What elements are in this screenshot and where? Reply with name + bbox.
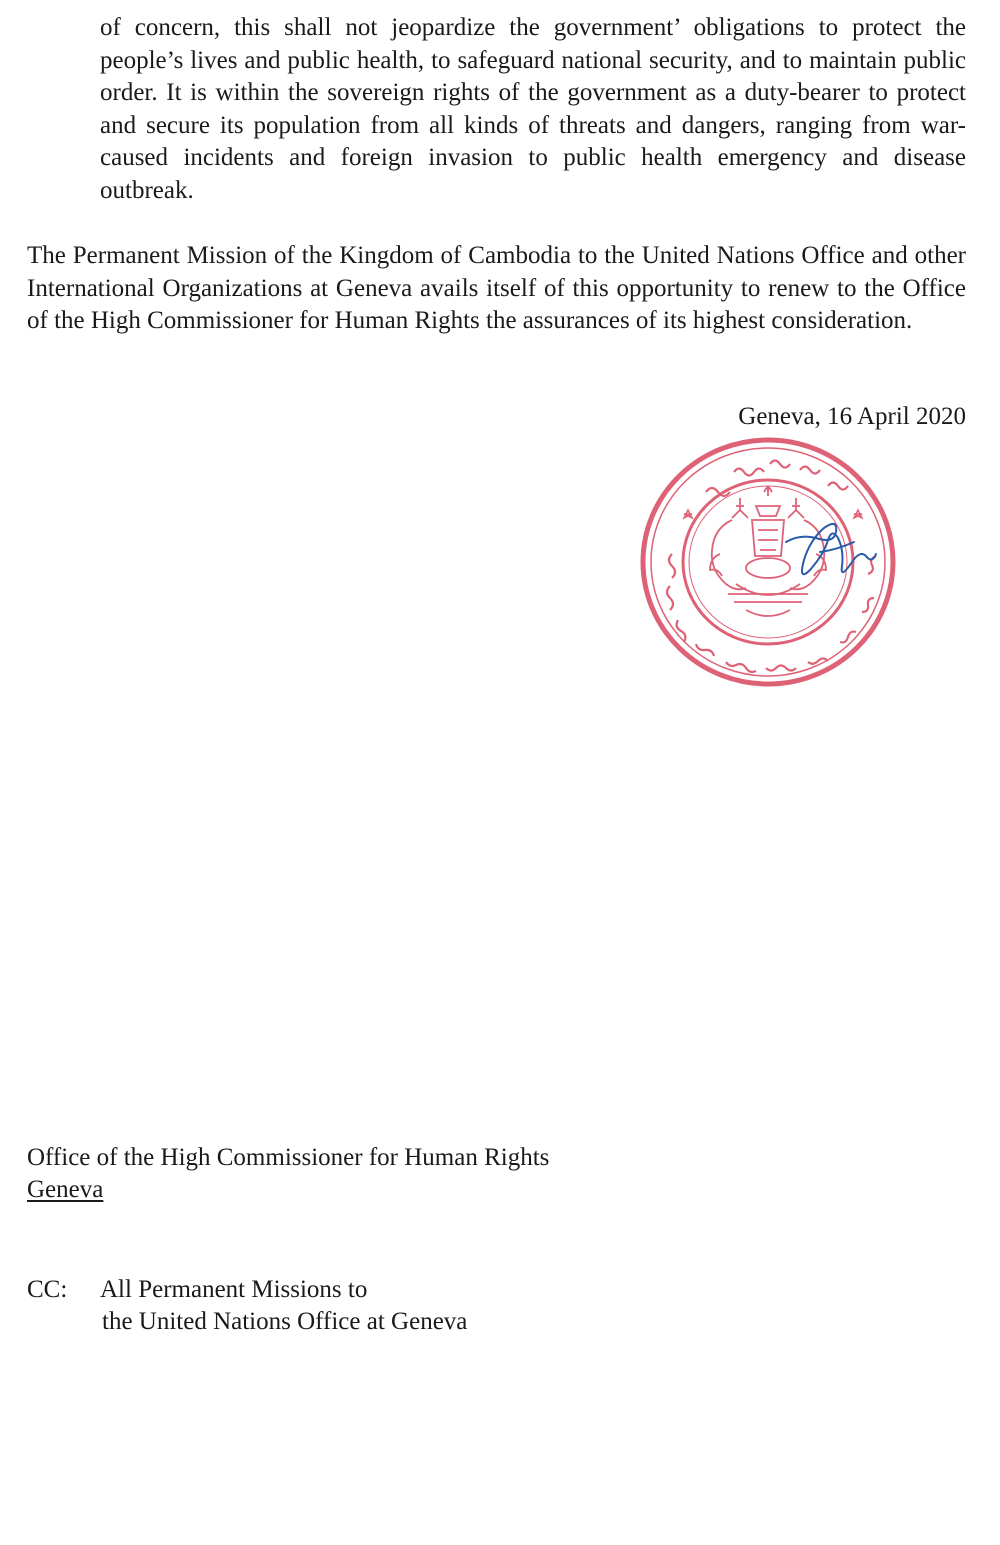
recipient-block bbox=[27, 1142, 549, 1206]
recipient-city: Geneva bbox=[27, 1176, 104, 1203]
official-seal bbox=[636, 434, 906, 689]
body-paragraph-continuation: of concern, this shall not jeopardize the government’ obligations to protect the people’s lives and public health, to safeguard national security, and to maintain public order. It is within the sovereign rights of the government as a duty-bearer to protect and secure its population from all kinds of threats and dangers, ranging from war-caused incidents and foreign invasion to public health emergency and disease outbreak. bbox=[100, 14, 966, 204]
cc-block bbox=[27, 1274, 467, 1338]
cc-line-2: the United Nations Office at Geneva bbox=[102, 1308, 468, 1335]
recipient-office: Office of the High Commissioner for Human Rights bbox=[27, 1144, 550, 1171]
date-line: Geneva, 16 April 2020 bbox=[738, 403, 966, 430]
cc-line-1: All Permanent Missions to bbox=[100, 1276, 368, 1303]
official-seal-icon bbox=[636, 434, 906, 689]
cc-label: CC: bbox=[27, 1276, 68, 1303]
body-paragraph-closing: The Permanent Mission of the Kingdom of Cambodia to the United Nations Office and other International Organizations at Geneva avails itself of this opportunity to renew to the Office of the High Commissioner for Human Rights the assurances of its highest consideration. bbox=[27, 242, 966, 334]
